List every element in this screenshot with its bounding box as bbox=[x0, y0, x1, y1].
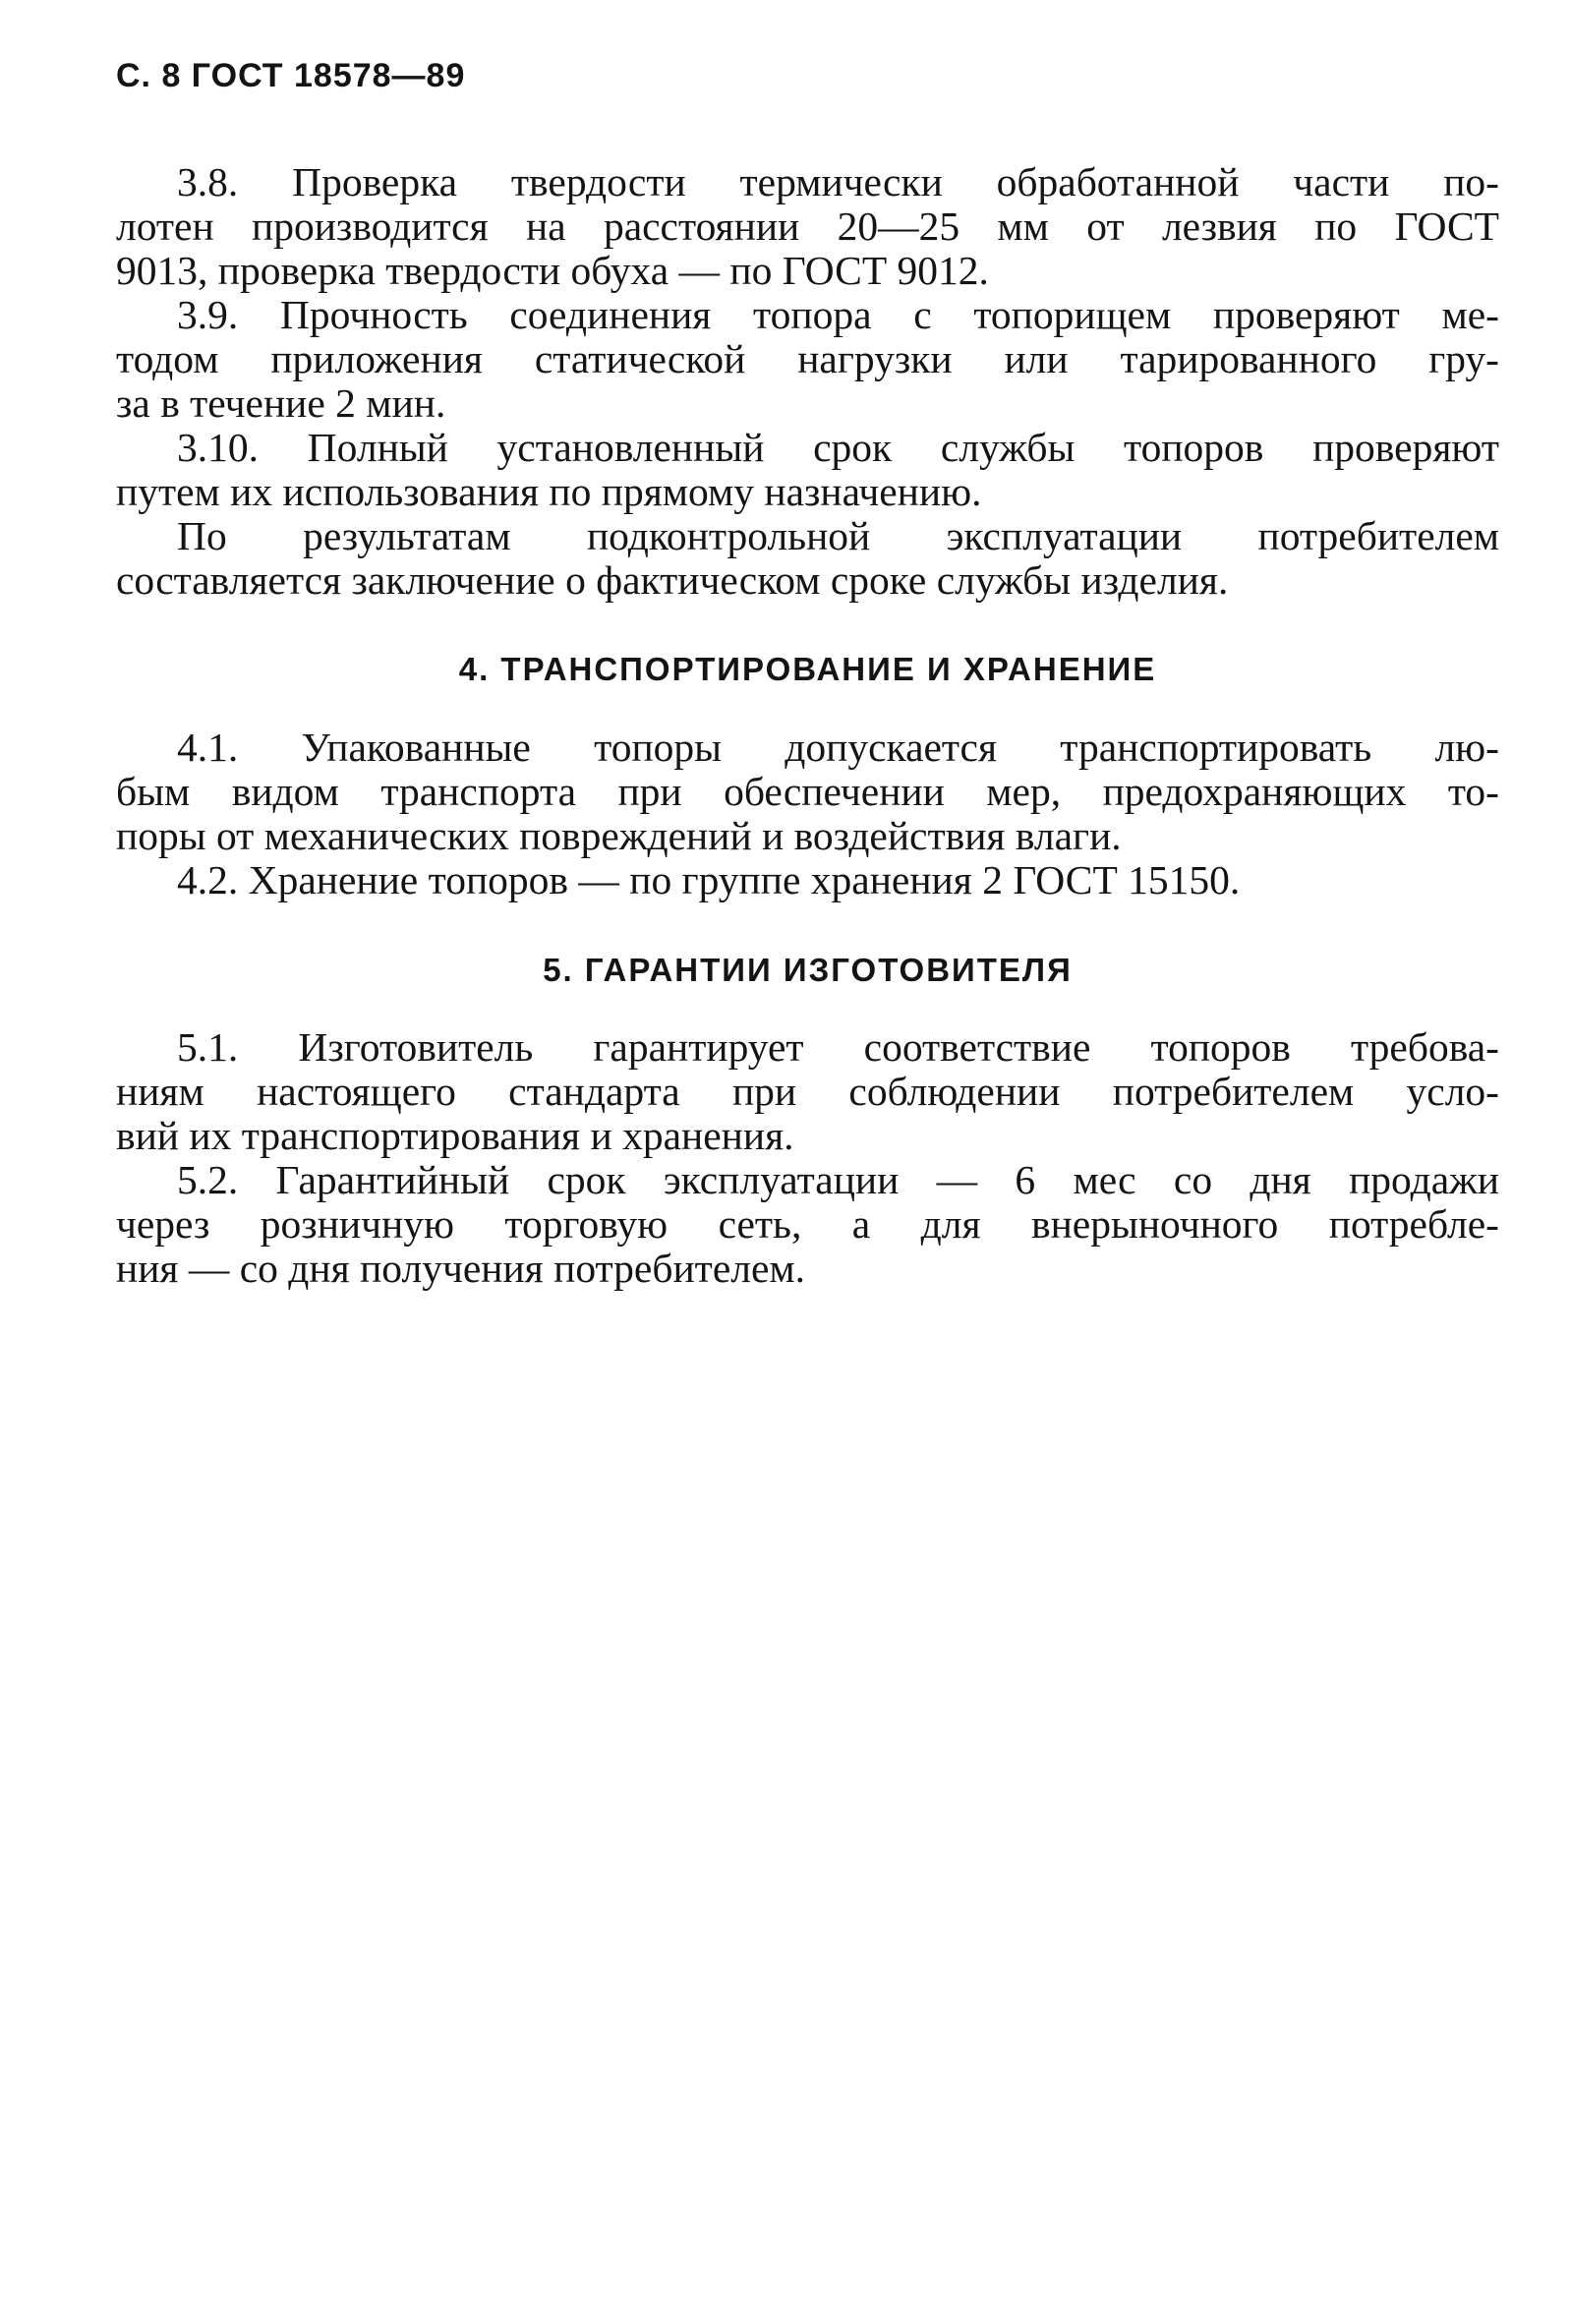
section-4-heading: 4. ТРАНСПОРТИРОВАНИЕ И ХРАНЕНИЕ bbox=[458, 651, 1157, 687]
text-line: путем их использования по прямому назначению. bbox=[116, 469, 982, 514]
text-line: ниям настоящего стандарта при соблюдении потребителем усло- bbox=[116, 1069, 1499, 1114]
text-line: 4.2. Хранение топоров — по группе хранения 2 ГОСТ 15150. bbox=[177, 857, 1241, 902]
text-line: бым видом транспорта при обеспечении мер, предохраняющих то- bbox=[116, 769, 1499, 814]
text-line: 9013, проверка твердости обуха — по ГОСТ 9012. bbox=[116, 248, 989, 293]
section-5-body bbox=[116, 1025, 1499, 1291]
paragraph-3-10 bbox=[116, 426, 1499, 514]
text-line: 3.10. Полный установленный срок службы топоров проверяют bbox=[177, 425, 1499, 470]
paragraph-3-10-conclusion bbox=[116, 514, 1499, 603]
text-line: 5.1. Изготовитель гарантирует соответствие топоров требова- bbox=[177, 1024, 1499, 1070]
text-line: ния — со дня получения потребителем. bbox=[116, 1246, 806, 1291]
text-line: 3.8. Проверка твердости термически обработанной части по- bbox=[177, 159, 1499, 204]
section-5-heading: 5. ГАРАНТИИ ИЗГОТОВИТЕЛЯ bbox=[543, 952, 1073, 988]
paragraph-5-2 bbox=[116, 1158, 1499, 1291]
text-line: тодом приложения статической нагрузки или тарированного гру- bbox=[116, 336, 1499, 381]
text-line: лотен производится на расстоянии 20—25 мм от лезвия по ГОСТ bbox=[116, 203, 1499, 249]
text-line: за в течение 2 мин. bbox=[116, 380, 446, 426]
paragraph-3-8 bbox=[116, 160, 1499, 293]
section-4-body bbox=[116, 726, 1499, 902]
text-line: составляется заключение о фактическом сроке службы изделия. bbox=[116, 557, 1229, 603]
paragraph-4-2 bbox=[116, 858, 1499, 902]
text-line: через розничную торговую сеть, а для внерыночного потребле- bbox=[116, 1201, 1499, 1247]
page-header: С. 8 ГОСТ 18578—89 bbox=[116, 57, 466, 94]
text-line: По результатам подконтрольной эксплуатации потребителем bbox=[177, 513, 1499, 558]
paragraph-3-9 bbox=[116, 293, 1499, 426]
text-line: вий их транспортирования и хранения. bbox=[116, 1113, 794, 1158]
text-line: 3.9. Прочность соединения топора с топорищем проверяют ме- bbox=[177, 292, 1499, 337]
text-line: 4.1. Упакованные топоры допускается транспортировать лю- bbox=[177, 725, 1499, 770]
section-3-body bbox=[116, 160, 1499, 603]
text-line: поры от механических повреждений и воздействия влаги. bbox=[116, 813, 1122, 858]
paragraph-4-1 bbox=[116, 726, 1499, 858]
text-line: 5.2. Гарантийный срок эксплуатации — 6 мес со дня продажи bbox=[177, 1157, 1499, 1202]
paragraph-5-1 bbox=[116, 1025, 1499, 1158]
